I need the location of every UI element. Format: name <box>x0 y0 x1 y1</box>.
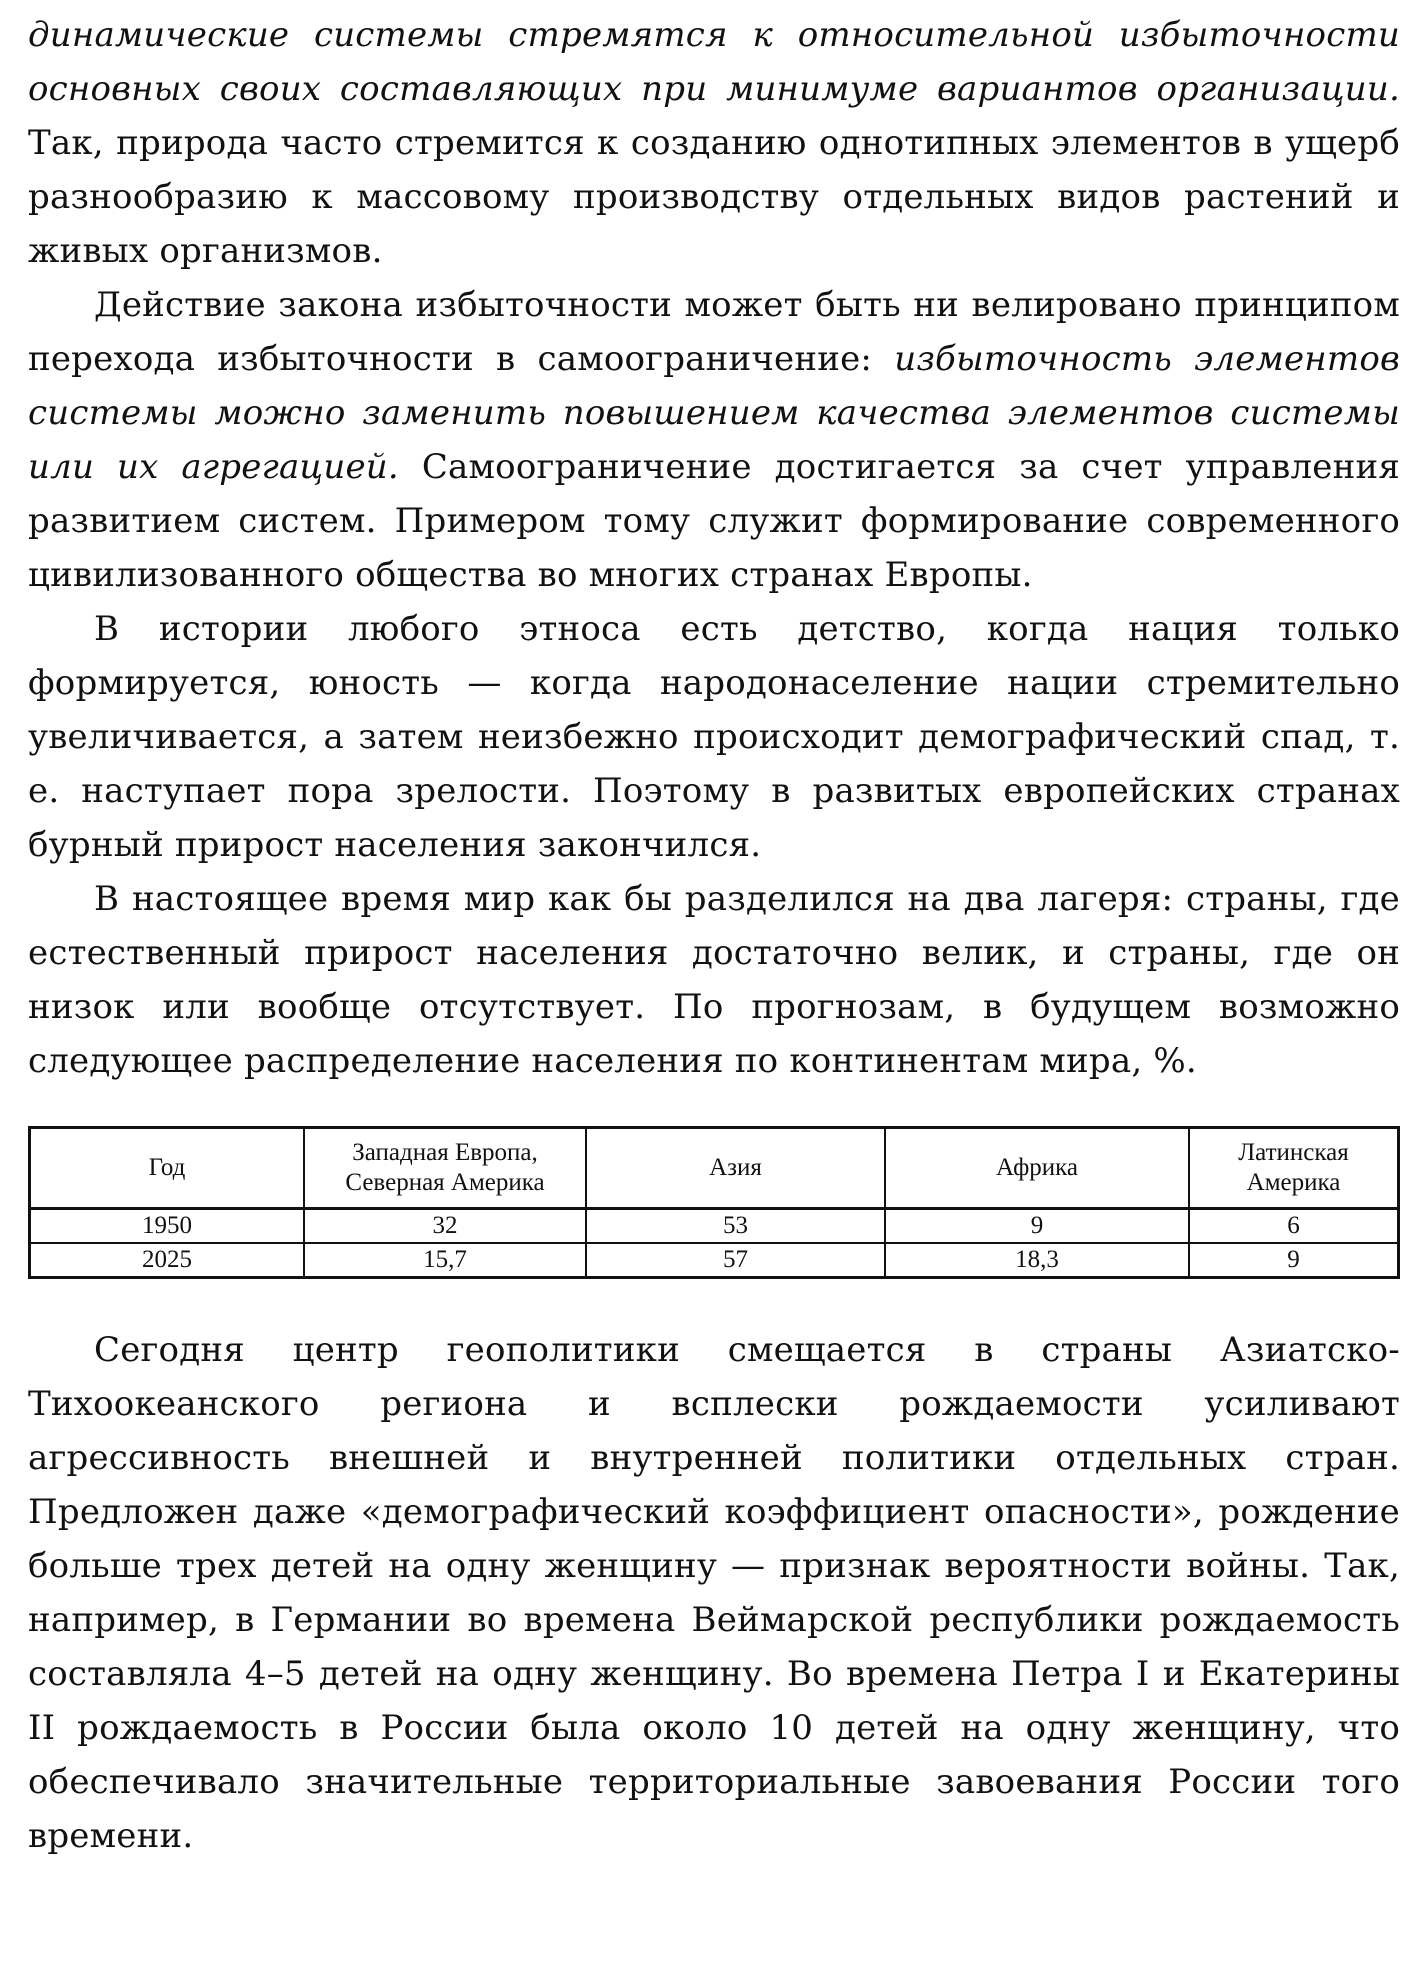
paragraph-2-emphasis: избыточность элементов системы можно заменить повышением качества элементов системы или их агрегацией. <box>28 339 1400 487</box>
header-africa: Африка <box>885 1128 1189 1209</box>
header-europe-line2: Северная Америка <box>345 1169 545 1196</box>
header-latam-line2: Америка <box>1246 1169 1341 1196</box>
header-asia: Азия <box>586 1128 885 1209</box>
cell-latam: 9 <box>1189 1243 1399 1278</box>
cell-asia: 53 <box>586 1209 885 1244</box>
paragraph-3: В истории любого этноса есть детство, когда нация только формируется, юность — когда народонаселение нации стремительно увеличивается, а затем неизбежно происходит демографический спад, т. е. наступает пора зрелости. Поэтому в развитых европейских странах бурный прирост населения закончился. <box>28 609 1400 865</box>
document-page <box>28 8 1400 1863</box>
paragraph-2-text-b: Самоограничение достигается за счет управления развитием систем. Примером тому служит формирование современного цивилизованного общества во многих странах Европы. <box>28 447 1400 595</box>
cell-africa: 18,3 <box>885 1243 1189 1278</box>
cell-europe: 15,7 <box>304 1243 586 1278</box>
header-europe-line1: Западная Европа, <box>352 1139 538 1166</box>
header-latam <box>1189 1128 1399 1209</box>
cell-asia: 57 <box>586 1243 885 1278</box>
cell-year: 2025 <box>30 1243 305 1278</box>
paragraph-5: Сегодня центр геополитики смещается в страны Азиатско-Тихоокеанского региона и всплески рождаемости усиливают агрессивность внешней и внутренней политики отдельных стран. Предложен даже «демографический коэффициент опасности», рождение больше трех детей на одну женщину — признак вероятности войны. Так, например, в Германии во времена Веймарской республики рождаемость составляла 4–5 детей на одну женщину. Во времена Петра I и Екатерины II рождаемость в России была около 10 детей на одну женщину, что обеспечивало значительные территориальные завоевания России того времени. <box>28 1330 1400 1856</box>
cell-africa: 9 <box>885 1209 1189 1244</box>
cell-latam: 6 <box>1189 1209 1399 1244</box>
paragraph-2-text-a: Действие закона избыточности может быть ни велировано принципом перехода избыточности в самоограничение: <box>28 285 1400 379</box>
paragraph-4: В настоящее время мир как бы разделился на два лагеря: страны, где естественный прирост населения достаточно велик, и страны, где он низок или вообще отсутствует. По прогнозам, в будущем возможно следующее распределение населения по континентам мира, %. <box>28 879 1400 1081</box>
cell-europe: 32 <box>304 1209 586 1244</box>
cell-year: 1950 <box>30 1209 305 1244</box>
paragraph-1-emphasis: динамические системы стремятся к относительной избыточности основных своих составляющих при минимуме вариантов организации. <box>28 15 1400 109</box>
paragraph-1 <box>28 8 1400 278</box>
table-header-row <box>30 1128 1399 1209</box>
paragraph-1-text: Так, природа часто стремится к созданию однотипных элементов в ущерб разнообразию к массовому производству отдельных видов растений и живых организмов. <box>28 123 1400 271</box>
header-latam-line1: Латинская <box>1238 1139 1349 1166</box>
header-year: Год <box>30 1128 305 1209</box>
header-europe <box>304 1128 586 1209</box>
table-row <box>30 1243 1399 1278</box>
population-table <box>28 1126 1400 1279</box>
paragraph-2 <box>28 278 1400 602</box>
table-row <box>30 1209 1399 1244</box>
